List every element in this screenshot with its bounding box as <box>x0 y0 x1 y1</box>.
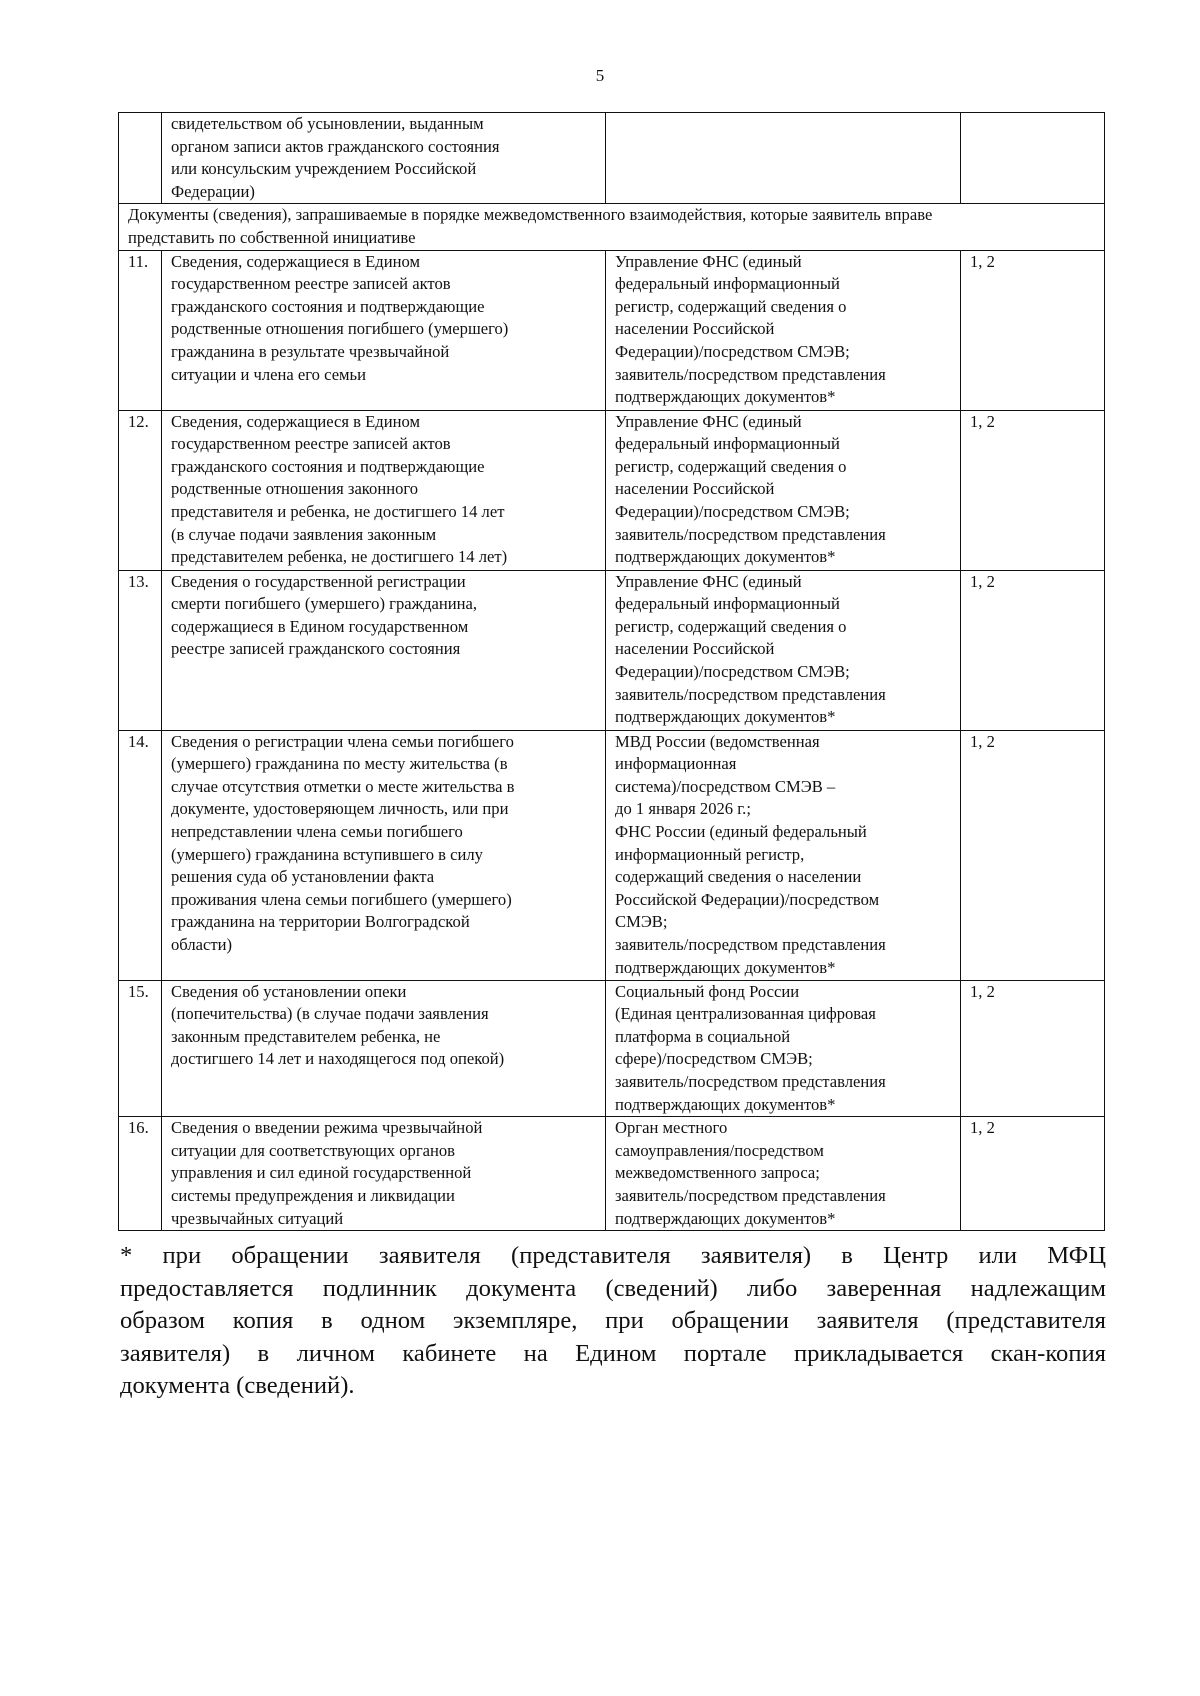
source-line: самоуправления/посредством <box>615 1140 824 1160</box>
row-number: 12. <box>128 411 149 431</box>
source-line: Федерации)/посредством СМЭВ; <box>615 501 850 521</box>
source-line: Управление ФНС (единый <box>615 571 802 591</box>
source-line: СМЭВ; <box>615 912 668 932</box>
section-header-line: Документы (сведения), запрашиваемые в порядке межведомственного взаимодействия, которые заявитель вправе <box>128 205 933 225</box>
footnote <box>120 1240 1106 1403</box>
row-number: 13. <box>128 571 149 591</box>
document-cell <box>162 1117 606 1231</box>
source-line: подтверждающих документов* <box>615 1208 836 1228</box>
document-line: (попечительства) (в случае подачи заявления <box>171 1004 489 1024</box>
document-line: содержащиеся в Едином государственном <box>171 616 469 636</box>
document-line: проживания члена семьи погибшего (умершего) <box>171 889 512 909</box>
document-line: (в случае подачи заявления законным <box>171 524 437 544</box>
document-line: ситуации для соответствующих органов <box>171 1140 456 1160</box>
note-value: 1, 2 <box>970 251 995 271</box>
document-line: ситуации и члена его семьи <box>171 364 367 384</box>
row-number-cell <box>119 250 162 410</box>
footnote-line: предоставляется подлинник документа (сведений) либо заверенная надлежащим <box>120 1274 1106 1302</box>
source-line: информационный регистр, <box>615 844 805 864</box>
document-line: законным представителем ребенка, не <box>171 1026 441 1046</box>
source-line: Управление ФНС (единый <box>615 251 802 271</box>
source-line: система)/посредством СМЭВ – <box>615 776 836 796</box>
footnote-line: образом копия в одном экземпляре, при обращении заявителя (представителя <box>120 1307 1106 1334</box>
source-line: подтверждающих документов* <box>615 957 836 977</box>
page-number: 5 <box>595 66 605 85</box>
source-line: регистр, содержащий сведения о <box>615 296 847 316</box>
source-line: регистр, содержащий сведения о <box>615 456 847 476</box>
table-row <box>119 250 1105 410</box>
footnote-line: * при обращении заявителя (представителя заявителя) в Центр или МФЦ <box>120 1242 1106 1269</box>
row-number: 14. <box>128 731 149 751</box>
source-line: сфере)/посредством СМЭВ; <box>615 1049 813 1069</box>
row-number-cell <box>119 1117 162 1231</box>
source-line: заявитель/посредством представления <box>615 1071 886 1091</box>
document-line: гражданского состояния и подтверждающие <box>171 456 485 476</box>
document-line: достигшего 14 лет и находящегося под опекой) <box>171 1049 505 1069</box>
table-row <box>119 113 1105 204</box>
document-line: области) <box>171 934 232 954</box>
footnote-line: документа (сведений). <box>120 1372 355 1399</box>
document-line: смерти погибшего (умершего) гражданина, <box>171 594 478 614</box>
document-line: или консульским учреждением Российской <box>171 159 477 179</box>
source-cell <box>606 730 961 980</box>
source-line: заявитель/посредством представления <box>615 934 886 954</box>
source-line: заявитель/посредством представления <box>615 684 886 704</box>
document-line: (умершего) гражданина вступившего в силу <box>171 844 483 864</box>
note-value: 1, 2 <box>970 571 995 591</box>
source-line: подтверждающих документов* <box>615 707 836 727</box>
table-row <box>119 570 1105 730</box>
source-line: населении Российской <box>615 639 775 659</box>
document-cell <box>162 570 606 730</box>
source-line: подтверждающих документов* <box>615 387 836 407</box>
document-line: государственном реестре записей актов <box>171 434 451 454</box>
source-cell <box>606 980 961 1117</box>
document-line: управления и сил единой государственной <box>171 1163 472 1183</box>
note-value: 1, 2 <box>970 1118 995 1138</box>
document-line: гражданского состояния и подтверждающие <box>171 296 485 316</box>
source-line: Федерации)/посредством СМЭВ; <box>615 661 850 681</box>
note-cell <box>961 980 1105 1117</box>
source-line: Орган местного <box>615 1118 728 1138</box>
documents-table <box>118 112 1105 1231</box>
table-row <box>119 410 1105 570</box>
document-line: родственные отношения погибшего (умершего) <box>171 319 509 339</box>
source-line: федеральный информационный <box>615 434 840 454</box>
source-line: платформа в социальной <box>615 1026 791 1046</box>
source-line: МВД России (ведомственная <box>615 731 820 751</box>
source-cell <box>606 570 961 730</box>
section-header-row <box>119 204 1105 250</box>
document-line: Сведения о регистрации члена семьи погибшего <box>171 731 514 751</box>
note-value: 1, 2 <box>970 411 995 431</box>
source-line: Федерации)/посредством СМЭВ; <box>615 341 850 361</box>
source-line: содержащий сведения о населении <box>615 867 862 887</box>
row-number-cell <box>119 113 162 204</box>
document-line: непредставлении члена семьи погибшего <box>171 821 463 841</box>
source-line: подтверждающих документов* <box>615 547 836 567</box>
note-value: 1, 2 <box>970 981 995 1001</box>
note-cell <box>961 250 1105 410</box>
source-line: (Единая централизованная цифровая <box>615 1004 876 1024</box>
document-line: Сведения о государственной регистрации <box>171 571 466 591</box>
source-cell <box>606 250 961 410</box>
document-line: реестре записей гражданского состояния <box>171 639 461 659</box>
document-line: случае отсутствия отметки о месте жительства в <box>171 776 515 796</box>
source-line: межведомственного запроса; <box>615 1163 820 1183</box>
source-line: ФНС России (единый федеральный <box>615 821 867 841</box>
note-value: 1, 2 <box>970 731 995 751</box>
source-line: информационная <box>615 754 737 774</box>
document-cell <box>162 410 606 570</box>
document-line: родственные отношения законного <box>171 479 419 499</box>
note-cell <box>961 410 1105 570</box>
document-line: представителем ребенка, не достигшего 14 лет) <box>171 547 508 567</box>
row-number-cell <box>119 980 162 1117</box>
note-cell <box>961 113 1105 204</box>
note-cell <box>961 730 1105 980</box>
source-cell <box>606 1117 961 1231</box>
document-line: Сведения, содержащиеся в Едином <box>171 411 420 431</box>
document-line: гражданина на территории Волгоградской <box>171 912 470 932</box>
source-line: федеральный информационный <box>615 594 840 614</box>
row-number: 15. <box>128 981 149 1001</box>
source-line: федеральный информационный <box>615 274 840 294</box>
table-row <box>119 1117 1105 1231</box>
document-line: документе, удостоверяющем личность, или при <box>171 799 509 819</box>
document-line: чрезвычайных ситуаций <box>171 1208 344 1228</box>
document-cell <box>162 113 606 204</box>
row-number-cell <box>119 570 162 730</box>
document-line: решения суда об установлении факта <box>171 867 435 887</box>
document-line: представителя и ребенка, не достигшего 14 лет <box>171 501 505 521</box>
document-cell <box>162 980 606 1117</box>
document-line: системы предупреждения и ликвидации <box>171 1185 455 1205</box>
source-line: Российской Федерации)/посредством <box>615 889 880 909</box>
source-line: Социальный фонд России <box>615 981 800 1001</box>
footnote-line: заявителя) в личном кабинете на Едином портале прикладывается скан-копия <box>120 1339 1106 1367</box>
source-cell <box>606 113 961 204</box>
source-line: подтверждающих документов* <box>615 1094 836 1114</box>
section-header-cell <box>119 204 1105 250</box>
note-cell <box>961 570 1105 730</box>
source-line: регистр, содержащий сведения о <box>615 616 847 636</box>
row-number: 16. <box>128 1118 149 1138</box>
source-line: населении Российской <box>615 479 775 499</box>
document-line: органом записи актов гражданского состояния <box>171 136 500 156</box>
section-header-line: представить по собственной инициативе <box>128 227 416 247</box>
source-cell <box>606 410 961 570</box>
source-line: заявитель/посредством представления <box>615 524 886 544</box>
note-cell <box>961 1117 1105 1231</box>
document-cell <box>162 730 606 980</box>
row-number-cell <box>119 730 162 980</box>
document-line: Федерации) <box>171 181 255 201</box>
table-row <box>119 980 1105 1117</box>
document-line: Сведения, содержащиеся в Едином <box>171 251 420 271</box>
source-line: Управление ФНС (единый <box>615 411 802 431</box>
document-line: (умершего) гражданина по месту жительства (в <box>171 754 508 774</box>
source-line: населении Российской <box>615 319 775 339</box>
source-line: заявитель/посредством представления <box>615 1185 886 1205</box>
document-line: Сведения о введении режима чрезвычайной <box>171 1118 483 1138</box>
document-cell <box>162 250 606 410</box>
source-line: до 1 января 2026 г.; <box>615 799 751 819</box>
document-line: свидетельством об усыновлении, выданным <box>171 114 484 133</box>
source-line: заявитель/посредством представления <box>615 364 886 384</box>
row-number-cell <box>119 410 162 570</box>
document-line: гражданина в результате чрезвычайной <box>171 341 450 361</box>
table-row <box>119 730 1105 980</box>
row-number: 11. <box>128 251 149 271</box>
document-line: государственном реестре записей актов <box>171 274 451 294</box>
document-line: Сведения об установлении опеки <box>171 981 407 1001</box>
